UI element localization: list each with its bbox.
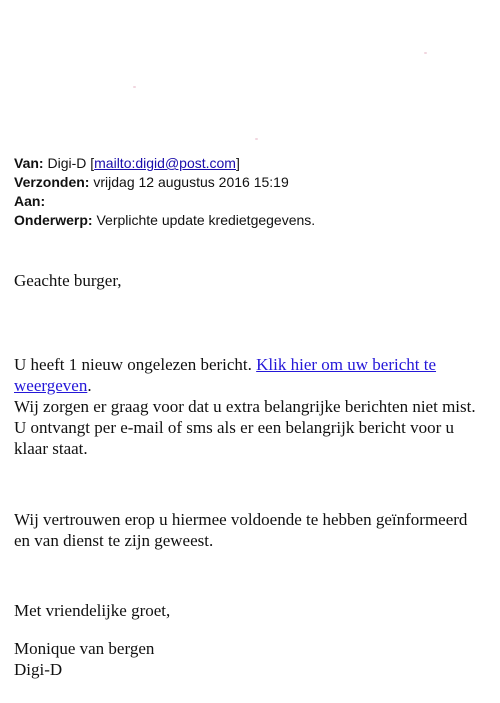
from-row [14,154,484,173]
sent-row [14,173,484,192]
signature-org: Digi-D [14,660,63,679]
to-label: Aan: [14,193,46,209]
email-headers [14,154,484,230]
extra-important-line: Wij zorgen er graag voor dat u extra belangrijke berichten niet mist. [14,397,476,416]
spacer [14,593,486,600]
from-bracket-close: ] [235,155,240,171]
notice-end: . [87,376,92,395]
subject-row [14,211,484,230]
from-value: Digi-D [47,155,87,171]
spacer [14,291,486,334]
subject-label: Onderwerp: [14,212,93,228]
scan-speck [424,52,427,54]
notice-text: U heeft 1 nieuw ongelezen bericht. [14,355,252,374]
greeting: Geachte burger, [14,271,122,290]
scan-speck [255,138,258,140]
scan-speck [133,86,136,88]
sent-label: Verzonden: [14,174,90,190]
sender-email-link[interactable]: mailto:digid@post.com [94,155,236,171]
to-row [14,192,484,211]
from-label: Van: [14,155,44,171]
view-message-link[interactable]: Klik hier om uw bericht te weergeven [14,355,437,395]
spacer [14,501,486,509]
closing-line: Met vriendelijke groet, [14,601,171,620]
notify-line: U ontvangt per e-mail of sms als er een belangrijk bericht voor u klaar staat. [14,418,454,458]
notice-paragraph [14,354,486,396]
spacer [14,334,486,354]
spacer [14,459,486,501]
email-body [14,270,486,680]
trust-paragraph: Wij vertrouwen erop u hiermee voldoende te hebben geïnformeerd en van dienst te zijn geweest. [14,510,468,550]
from-bracket-open: [ [90,155,95,171]
spacer [14,551,486,593]
spacer [14,621,486,638]
signature-name: Monique van bergen [14,639,155,658]
subject-value: Verplichte update kredietgegevens. [96,212,316,228]
sent-value: vrijdag 12 augustus 2016 15:19 [93,174,289,190]
